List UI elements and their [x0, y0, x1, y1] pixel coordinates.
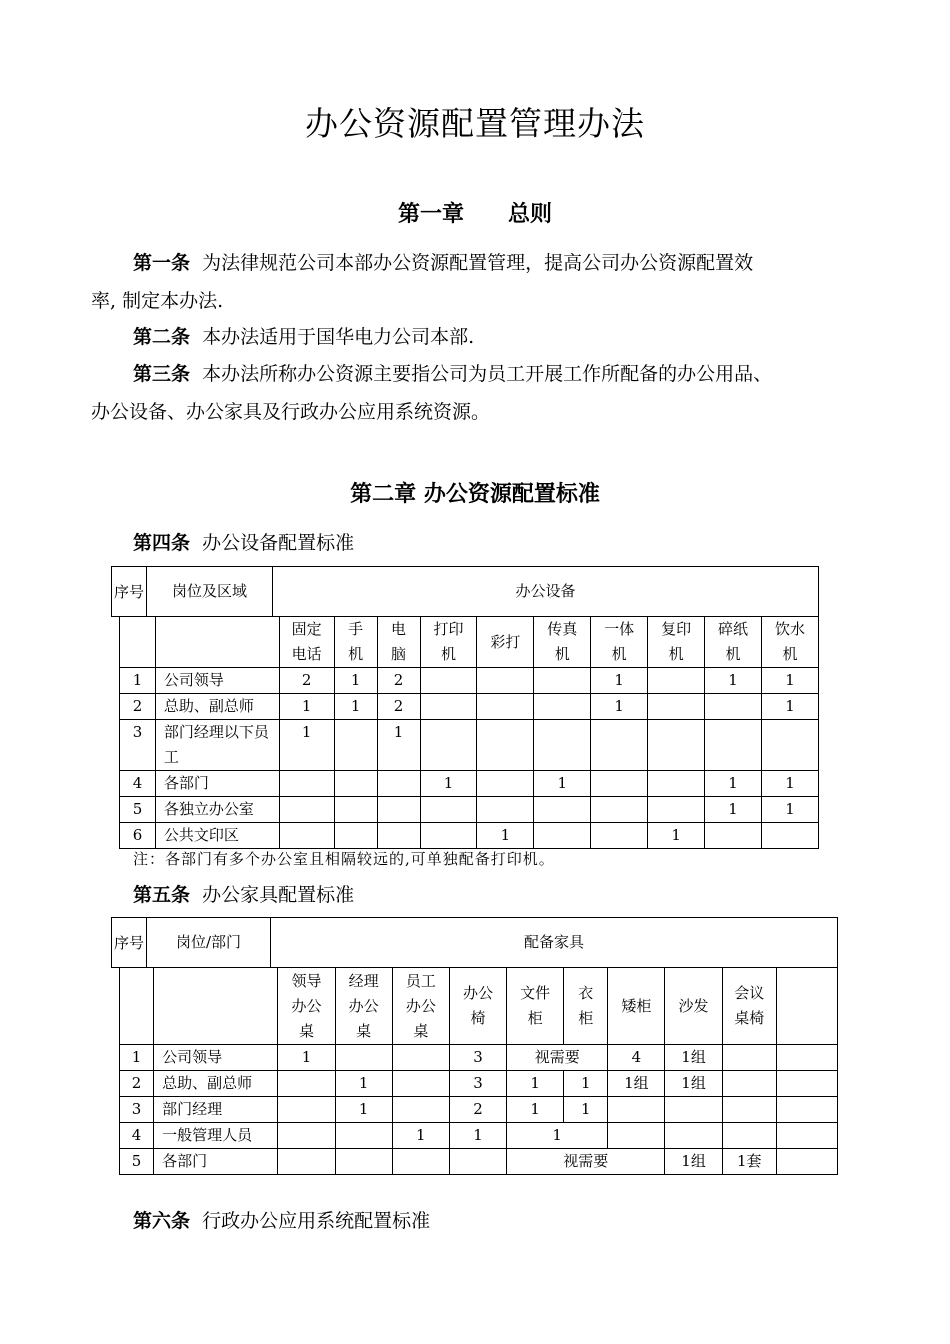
table-row — [120, 1045, 838, 1071]
table-cell: 1 — [761, 797, 818, 823]
row-number: 5 — [120, 1149, 154, 1175]
row-number: 1 — [120, 668, 156, 694]
row-label: 各部门 — [155, 771, 279, 797]
article-1 — [91, 244, 866, 320]
table-cell: 4 — [608, 1045, 665, 1071]
row-label: 部门经理以下员工 — [155, 720, 279, 771]
table-row — [120, 1097, 838, 1123]
table-row — [120, 823, 819, 849]
article-3 — [91, 355, 866, 431]
table-cell — [278, 1071, 335, 1097]
column-header: 传真机 — [534, 617, 591, 668]
table-cell — [392, 1071, 449, 1097]
table-cell — [761, 720, 818, 771]
table-cell — [335, 1149, 392, 1175]
table-cell — [278, 1123, 335, 1149]
table-row — [120, 1123, 838, 1149]
table-cell: 1 — [761, 694, 818, 720]
table-cell — [534, 668, 591, 694]
table-cell — [377, 823, 420, 849]
blank-cell — [776, 1123, 837, 1149]
column-header: 经理办公桌 — [335, 968, 392, 1045]
table-row — [120, 771, 819, 797]
table-cell: 1 — [705, 771, 762, 797]
table-cell: 1 — [334, 668, 377, 694]
row-number: 4 — [120, 1123, 154, 1149]
table-cell: 1 — [334, 694, 377, 720]
row-label: 部门经理 — [154, 1097, 278, 1123]
table-cell — [648, 694, 705, 720]
table-cell — [334, 823, 377, 849]
article-4 — [91, 524, 866, 562]
table-cell — [420, 797, 477, 823]
article-5 — [91, 876, 866, 914]
table-cell: 1 — [705, 668, 762, 694]
table-cell — [608, 1123, 665, 1149]
equipment-note: 注：各部门有多个办公室且相隔较远的,可单独配备打印机。 — [133, 850, 555, 868]
table-cell — [392, 1097, 449, 1123]
furniture-table — [119, 967, 838, 1175]
table-cell: 1 — [564, 1071, 608, 1097]
table-cell — [534, 823, 591, 849]
table-cell: 1组 — [608, 1071, 665, 1097]
table-cell: 视需要 — [507, 1045, 608, 1071]
table-cell — [761, 823, 818, 849]
table-cell — [534, 694, 591, 720]
table-cell: 视需要 — [507, 1149, 665, 1175]
row-label: 总助、副总师 — [154, 1071, 278, 1097]
table-cell: 2 — [377, 694, 420, 720]
table-cell — [477, 797, 534, 823]
table-row — [120, 797, 819, 823]
row-number: 2 — [120, 694, 156, 720]
blank-cell — [120, 617, 156, 668]
row-number: 1 — [120, 1045, 154, 1071]
table-cell — [705, 694, 762, 720]
blank-cell — [155, 617, 279, 668]
table-cell — [705, 720, 762, 771]
table-cell — [705, 823, 762, 849]
row-number: 5 — [120, 797, 156, 823]
article-6-text: 行政办公应用系统配置标准 — [202, 1210, 431, 1232]
column-header: 一体机 — [591, 617, 648, 668]
column-header: 电脑 — [377, 617, 420, 668]
article-1-label: 第一条 — [133, 252, 191, 274]
row-number: 6 — [120, 823, 156, 849]
table-cell — [420, 823, 477, 849]
table-cell — [334, 771, 377, 797]
table-cell: 1 — [591, 668, 648, 694]
row-label: 各部门 — [154, 1149, 278, 1175]
table-cell — [334, 720, 377, 771]
blank-cell — [776, 1045, 837, 1071]
table-cell — [420, 720, 477, 771]
column-header: 文件柜 — [507, 968, 564, 1045]
table-cell — [278, 1149, 335, 1175]
table-cell: 1 — [507, 1071, 564, 1097]
row-label: 各独立办公室 — [155, 797, 279, 823]
article-1-text-line1: 为法律规范公司本部办公资源配置管理，提高公司办公资源配置效 — [202, 252, 754, 274]
table-cell — [477, 720, 534, 771]
table-cell — [722, 1045, 776, 1071]
table-cell: 1 — [420, 771, 477, 797]
table-row — [120, 668, 819, 694]
table-cell: 1 — [507, 1097, 564, 1123]
table-cell: 1 — [279, 720, 334, 771]
table-row — [120, 720, 819, 771]
table-cell: 1 — [648, 823, 705, 849]
table-cell — [392, 1045, 449, 1071]
table-cell — [591, 797, 648, 823]
column-header: 复印机 — [648, 617, 705, 668]
table-cell: 1 — [534, 771, 591, 797]
furniture-subheader-row — [120, 968, 838, 1045]
table-cell — [722, 1071, 776, 1097]
column-header: 彩打 — [477, 617, 534, 668]
table-cell: 1 — [335, 1071, 392, 1097]
header-dept: 岗位/部门 — [147, 918, 271, 968]
table-cell: 1 — [392, 1123, 449, 1149]
furniture-table-header — [111, 917, 838, 968]
header-seq: 序号 — [112, 918, 147, 968]
row-label: 一般管理人员 — [154, 1123, 278, 1149]
header-seq: 序号 — [112, 567, 147, 617]
table-cell: 1 — [761, 771, 818, 797]
article-4-label: 第四条 — [133, 532, 191, 554]
chapter-2-heading: 第二章 办公资源配置标准 — [350, 481, 600, 507]
equipment-subheader-row — [120, 617, 819, 668]
document-title: 办公资源配置管理办法 — [305, 104, 645, 143]
article-5-text: 办公家具配置标准 — [202, 884, 355, 906]
article-4-text: 办公设备配置标准 — [202, 532, 355, 554]
table-cell — [665, 1097, 722, 1123]
chapter-1-heading: 第一章 总则 — [397, 201, 552, 227]
table-cell: 3 — [449, 1071, 506, 1097]
column-header: 饮水机 — [761, 617, 818, 668]
table-cell — [335, 1123, 392, 1149]
equipment-table — [119, 616, 819, 849]
column-header: 领导办公桌 — [278, 968, 335, 1045]
table-cell — [648, 720, 705, 771]
column-header: 办公椅 — [449, 968, 506, 1045]
row-number: 2 — [120, 1071, 154, 1097]
column-header: 会议桌椅 — [722, 968, 776, 1045]
table-cell: 1 — [761, 668, 818, 694]
table-cell — [377, 771, 420, 797]
table-cell — [334, 797, 377, 823]
table-cell — [534, 797, 591, 823]
table-cell — [420, 668, 477, 694]
column-header: 碎纸机 — [705, 617, 762, 668]
header-furniture: 配备家具 — [271, 918, 838, 968]
table-cell: 1 — [705, 797, 762, 823]
table-cell: 1 — [564, 1097, 608, 1123]
article-2-text: 本办法适用于国华电力公司本部. — [202, 326, 475, 348]
table-cell: 1 — [278, 1045, 335, 1071]
table-cell: 1组 — [665, 1045, 722, 1071]
table-cell — [591, 771, 648, 797]
blank-cell — [776, 1071, 837, 1097]
article-3-label: 第三条 — [133, 363, 191, 385]
column-header: 沙发 — [665, 968, 722, 1045]
table-cell — [477, 668, 534, 694]
table-cell — [722, 1097, 776, 1123]
table-row — [120, 694, 819, 720]
table-cell — [449, 1149, 506, 1175]
row-number: 4 — [120, 771, 156, 797]
header-area: 岗位及区域 — [147, 567, 273, 617]
column-header: 员工办公桌 — [392, 968, 449, 1045]
blank-cell — [776, 1097, 837, 1123]
blank-cell — [776, 1149, 837, 1175]
table-cell — [335, 1045, 392, 1071]
header-office-equipment: 办公设备 — [273, 567, 819, 617]
article-2-label: 第二条 — [133, 326, 191, 348]
table-row — [120, 1149, 838, 1175]
table-cell: 2 — [377, 668, 420, 694]
column-header: 打印机 — [420, 617, 477, 668]
table-cell — [665, 1123, 722, 1149]
table-cell: 1 — [449, 1123, 506, 1149]
table-row — [120, 1071, 838, 1097]
article-3-text-line1: 本办法所称办公资源主要指公司为员工开展工作所配备的办公用品、 — [202, 363, 773, 385]
table-cell — [377, 797, 420, 823]
table-cell — [279, 823, 334, 849]
table-cell: 1 — [591, 694, 648, 720]
table-cell: 1组 — [665, 1149, 722, 1175]
table-cell: 1 — [335, 1097, 392, 1123]
row-label: 公司领导 — [154, 1045, 278, 1071]
blank-cell — [120, 968, 154, 1045]
column-header: 矮柜 — [608, 968, 665, 1045]
table-cell — [591, 720, 648, 771]
table-cell: 1 — [507, 1123, 608, 1149]
table-cell — [278, 1097, 335, 1123]
table-cell: 2 — [449, 1097, 506, 1123]
table-cell — [420, 694, 477, 720]
column-header: 固定电话 — [279, 617, 334, 668]
table-cell — [477, 771, 534, 797]
table-cell — [648, 668, 705, 694]
article-2 — [91, 318, 866, 356]
row-number: 3 — [120, 1097, 154, 1123]
blank-cell — [776, 968, 837, 1045]
table-cell: 1 — [279, 694, 334, 720]
article-6-label: 第六条 — [133, 1210, 191, 1232]
table-cell: 1 — [477, 823, 534, 849]
column-header: 衣柜 — [564, 968, 608, 1045]
row-label: 总助、副总师 — [155, 694, 279, 720]
table-cell — [648, 797, 705, 823]
row-label: 公共文印区 — [155, 823, 279, 849]
table-cell — [392, 1149, 449, 1175]
equipment-table-header — [111, 566, 819, 617]
table-cell — [279, 797, 334, 823]
blank-cell — [154, 968, 278, 1045]
table-cell: 1套 — [722, 1149, 776, 1175]
article-6 — [91, 1202, 866, 1240]
table-cell — [279, 771, 334, 797]
column-header: 手机 — [334, 617, 377, 668]
article-3-text-line2: 办公设备、办公家具及行政办公应用系统资源。 — [91, 401, 491, 423]
table-cell — [477, 694, 534, 720]
table-cell — [591, 823, 648, 849]
table-cell: 2 — [279, 668, 334, 694]
article-5-label: 第五条 — [133, 884, 191, 906]
table-cell — [722, 1123, 776, 1149]
table-cell: 1 — [377, 720, 420, 771]
table-cell — [608, 1097, 665, 1123]
table-cell — [648, 771, 705, 797]
row-label: 公司领导 — [155, 668, 279, 694]
table-cell — [534, 720, 591, 771]
table-cell: 1组 — [665, 1071, 722, 1097]
table-cell: 3 — [449, 1045, 506, 1071]
article-1-text-line2: 率, 制定本办法. — [91, 290, 224, 312]
row-number: 3 — [120, 720, 156, 771]
